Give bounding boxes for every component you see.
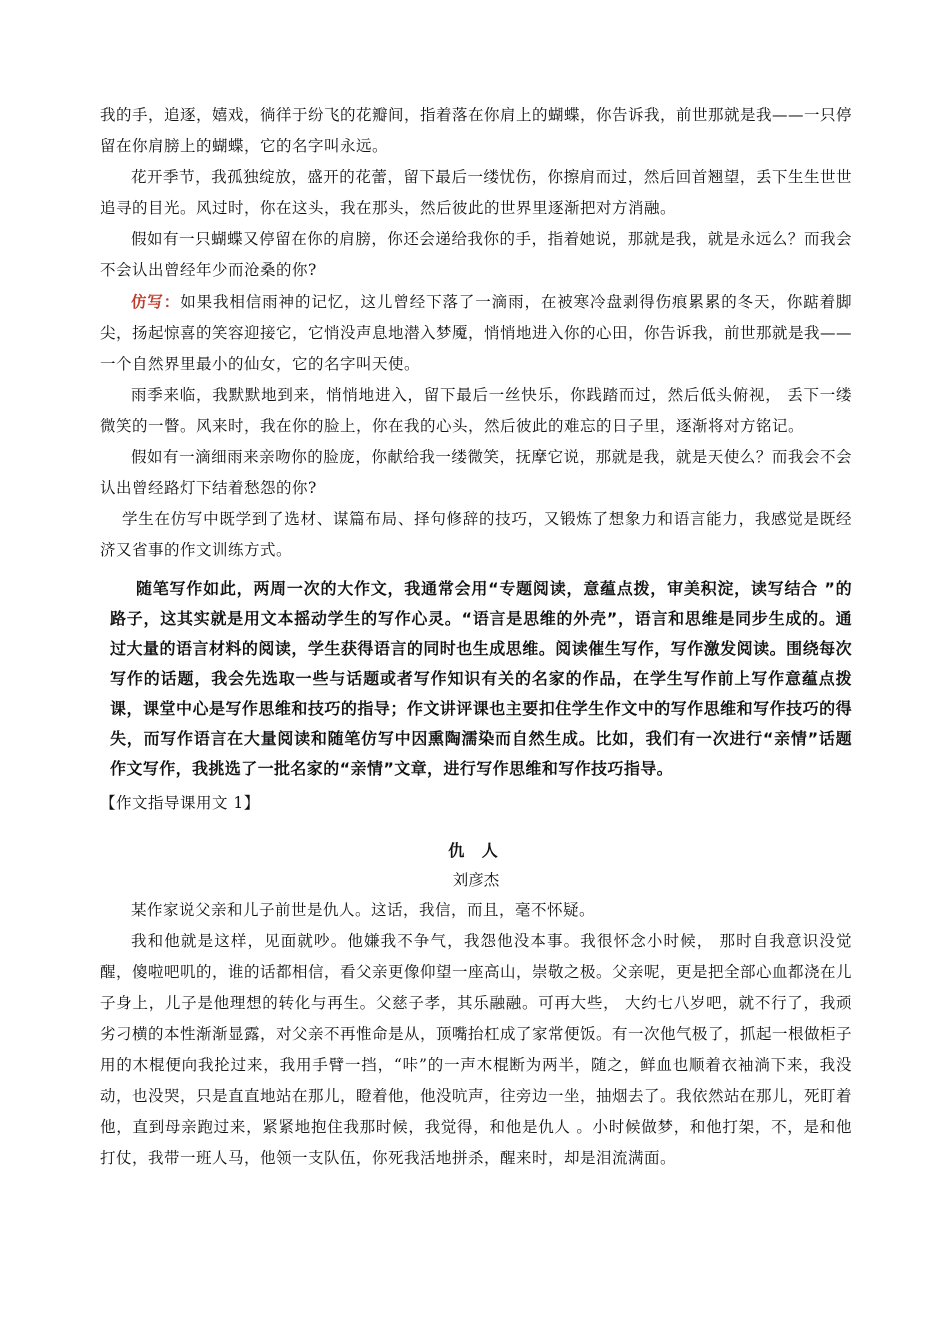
student-summary: 学生在仿写中既学到了选材、谋篇布局、择句修辞的技巧，又锻炼了想象力和语言能力，我感觉是既经济又省事的作文训练方式。 bbox=[100, 510, 852, 559]
imitation-paragraph bbox=[100, 286, 852, 380]
imitation-label: 仿写： bbox=[131, 292, 181, 311]
section-label: 【作文指导课用文 1】 bbox=[100, 794, 260, 812]
paragraph-butterfly-3: 假如有一只蝴蝶又停留在你的肩膀，你还会递给我你的手，指着她说，那就是我，就是永远么？而我会不会认出曾经年少而沧桑的你? bbox=[100, 230, 852, 279]
document-page bbox=[100, 100, 852, 1174]
article-paragraph-1: 某作家说父亲和儿子前世是仇人。这话，我信，而且，毫不怀疑。 bbox=[131, 901, 596, 919]
article-title: 仇 人 bbox=[448, 841, 504, 860]
paragraph-rain-2: 假如有一滴细雨来亲吻你的脸庞，你献给我一缕微笑，抚摩它说，那就是我，就是天使么？而我会不会认出曾经路灯下结着愁怨的你? bbox=[100, 448, 852, 497]
article-author: 刘彦杰 bbox=[452, 871, 500, 889]
article-paragraph-2: 我和他就是这样，见面就吵。他嫌我不争气，我怨他没本事。我很怀念小时候， 那时自我意识没觉醒，傻啦吧叽的，谁的话都相信，看父亲更像仰望一座高山，崇敬之极。父亲呢，更是把全部心血都浇在儿子身上，儿子是他理想的转化与再生。父慈子孝，其乐融融。可再大些， 大约七八岁吧，就不行了，我顽劣刁横的本性渐渐显露，对父亲不再惟命是从，顶嘴抬杠成了家常便饭。有一次他气极了，抓起一根做柜子用的木棍便向我抡过来，我用手臂一挡，“咔”的一声木棍断为两半，随之，鲜血也顺着衣袖淌下来，我没动，也没哭，只是直直地站在那儿，瞪着他，他没吭声，往旁边一坐，抽烟去了。我依然站在那儿，死盯着他，直到母亲跑过来，紧紧地抱住我那时候，我觉得，和他是仇人 。小时候做梦，和他打架，不，是和他打仗，我带一班人马，他领一支队伍，你死我活地拼杀，醒来时，却是泪流满面。 bbox=[100, 932, 853, 1167]
paragraph-rain-1: 雨季来临，我默默地到来，悄悄地进入，留下最后一丝快乐，你践踏而过，然后低头俯视， 丢下一缕微笑的一瞥。风来时，我在你的脸上，你在我的心头，然后彼此的难忘的日子里，逐渐将对方铭记。 bbox=[100, 386, 852, 435]
imitation-text: 如果我相信雨神的记忆，这儿曾经下落了一滴雨，在被寒冷盘剥得伤痕累累的冬天，你踮着脚尖，扬起惊喜的笑容迎接它，它悄没声息地潜入梦魇，悄悄地进入你的心田，你告诉我，前世那就是我——一个自然界里最小的仙女，它的名字叫天使。 bbox=[100, 293, 853, 373]
method-description: 随笔写作如此，两周一次的大作文，我通常会用“专题阅读，意蕴点拨，审美积淀，读写结合 ”的路子，这其实就是用文本摇动学生的写作心灵。“语言是思维的外壳”，语言和思维是同步生成的。通过大量的语言材料的阅读，学生获得语言的同时也生成思维。阅读催生写作，写作激发阅读。围绕每次写作的话题，我会先选取一些与话题或者写作知识有关的名家的作品，在学生写作前上写作意蕴点拨课，课堂中心是写作思维和技巧的指导；作文讲评课也主要扣住学生作文中的写作思维和写作技巧的得失，而写作语言在大量阅读和随笔仿写中因熏陶濡染而自然生成。比如，我们有一次进行“亲情”话题作文写作，我挑选了一批名家的“亲情”文章，进行写作思维和写作技巧指导。 bbox=[110, 579, 852, 778]
paragraph-butterfly-1: 我的手，追逐，嬉戏，徜徉于纷飞的花瓣间，指着落在你肩上的蝴蝶，你告诉我，前世那就是我——一只停留在你肩膀上的蝴蝶，它的名字叫永远。 bbox=[100, 106, 853, 155]
paragraph-butterfly-2: 花开季节，我孤独绽放，盛开的花蕾，留下最后一缕忧伤，你擦肩而过，然后回首翘望，丢下生生世世追寻的目光。风过时，你在这头，我在那头，然后彼此的世界里逐渐把对方消融。 bbox=[100, 168, 852, 217]
